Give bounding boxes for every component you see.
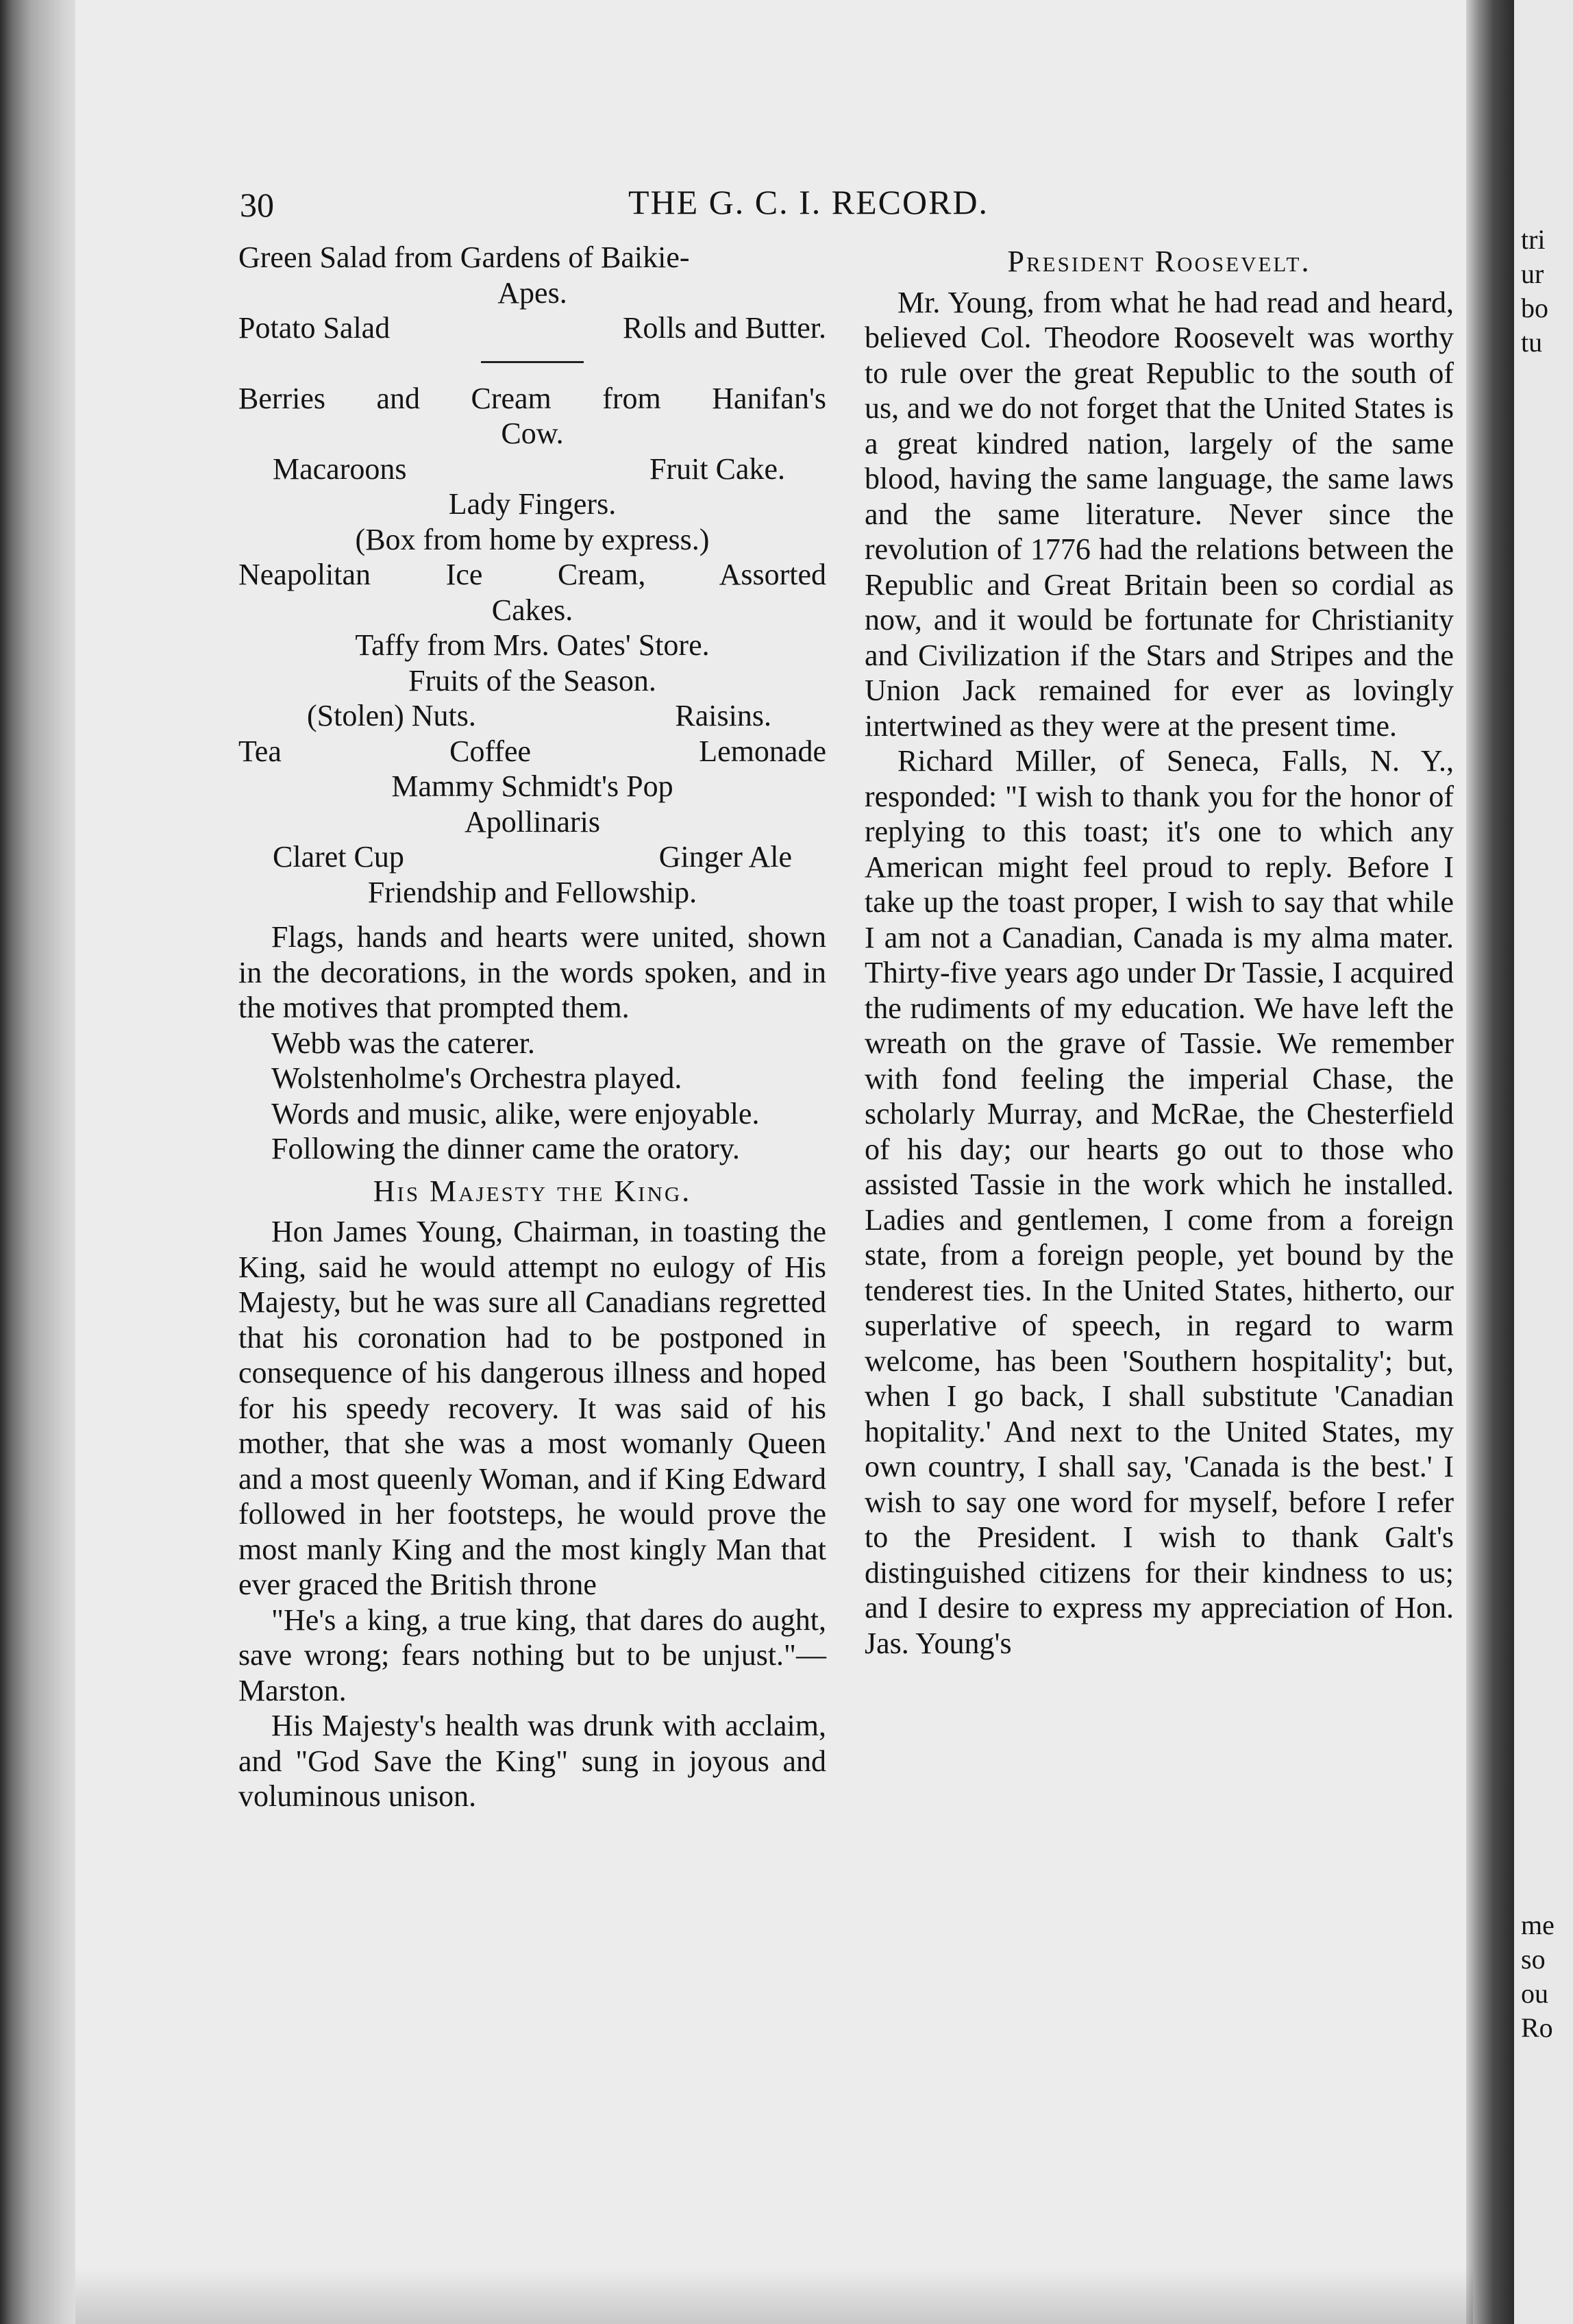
menu-item-ginger-ale: Ginger Ale bbox=[658, 840, 792, 874]
paragraph-webb: Webb was the caterer. bbox=[271, 1026, 535, 1060]
menu-item-mammy-pop: Mammy Schmidt's Pop bbox=[391, 769, 673, 803]
paragraph-young-roosevelt: Mr. Young, from what he had read and heard, believed Col. Theodore Roosevelt was worthy to rule over the great Republic to the south of us, and we do not forget that the United States is a great kindred nation, largely of the same blood, having the same language, the same laws and the same literature. Never since the revolution of 1776 had the relations between the Republic and Great Britain been so cordial as now, and it would be fortunate for Christianity and Civilization if the Stars and Stripes and the Union Jack remained for ever as lovingly intertwined as they were at the present time. bbox=[865, 285, 1454, 743]
menu-item-apollinaris: Apollinaris bbox=[465, 804, 600, 839]
menu-item-taffy: Taffy from Mrs. Oates' Store. bbox=[355, 628, 710, 662]
menu-item-lemonade: Lemonade bbox=[699, 734, 826, 768]
menu-item-macaroons: Macaroons bbox=[273, 452, 407, 486]
scan-left-edge bbox=[0, 0, 82, 2324]
right-column bbox=[865, 240, 1454, 1661]
paragraph-flags: Flags, hands and hearts were united, shown in the decorations, in the words spoken, and in the motives that prompted them. bbox=[238, 920, 826, 1024]
menu-row-macaroons-cake bbox=[238, 452, 826, 487]
menu-item-neapolitan-cont: Cakes. bbox=[491, 593, 573, 627]
page-header bbox=[164, 180, 1452, 227]
paragraph-orchestra: Wolstenholme's Orchestra played. bbox=[271, 1061, 682, 1095]
paragraph-miller-response: Richard Miller, of Seneca, Falls, N. Y., responded: "I wish to thank you for the honor of replying to this toast; it's one to which any American might feel proud to reply. Before I take up the toast proper, I wish to say that while I am not a Canadian, Canada is my alma mater. Thirty-five years ago under Dr Tassie, I acquired the rudiments of my education. We have left the wreath on the grave of Tassie. We remember with fond feeling the imperial Chase, the scholarly Murray, and McRae, the Chesterfield of his day; our hearts go out to those who assisted Tassie in the work which he installed. Ladies and gentlemen, I come from a foreign state, from a foreign people, yet bound by the tenderest ties. In the United States, hitherto, our superlative of speech, in regard to warm welcome, has been 'Southern hospitality'; but, when I go back, I shall substitute 'Canadian hopitality.' And next to the United States, my own country, I shall say, 'Canada is the best.' I wish to say one word for myself, before I refer to the President. I wish to thank Galt's distinguished citizens for their kindness to us; and I desire to express my appreciation of Hon. Jas. Young's bbox=[865, 744, 1454, 1660]
page-bottom-shadow bbox=[75, 2268, 1473, 2324]
menu-item-raisins: Raisins. bbox=[675, 699, 771, 732]
paragraph-words: Words and music, alike, were enjoyable. bbox=[271, 1096, 760, 1130]
paragraph-health: His Majesty's health was drunk with acclaim, and "God Save the King" sung in joyous and voluminous unison. bbox=[238, 1709, 826, 1813]
menu-item-stolen-nuts: (Stolen) Nuts. bbox=[307, 699, 476, 732]
menu-item-tea: Tea bbox=[238, 734, 282, 768]
adjacent-page-fragment-bottom: me so ou Ro bbox=[1521, 1909, 1555, 2043]
menu-item-berries: Berries and Cream from Hanifan's bbox=[238, 381, 826, 415]
menu-item-coffee: Coffee bbox=[449, 734, 532, 768]
page-number: 30 bbox=[240, 186, 274, 224]
paragraph-quote-marston: "He's a king, a true king, that dares do aught, save wrong; fears nothing but to be unjust."—Marston. bbox=[238, 1603, 826, 1707]
adjacent-page-edge bbox=[1514, 0, 1573, 2324]
menu-item-neapolitan: Neapolitan Ice Cream, Assorted bbox=[238, 558, 826, 591]
section-heading-president: President Roosevelt. bbox=[1007, 245, 1311, 278]
menu-item-box-from-home: (Box from home by express.) bbox=[355, 522, 710, 556]
menu-row-drinks bbox=[238, 734, 826, 769]
menu-item-claret-cup: Claret Cup bbox=[273, 840, 404, 874]
menu-divider bbox=[481, 361, 584, 363]
menu-item-fruits: Fruits of the Season. bbox=[408, 663, 656, 697]
running-title: THE G. C. I. RECORD. bbox=[628, 183, 989, 221]
paragraph-following: Following the dinner came the oratory. bbox=[271, 1132, 740, 1165]
menu-item-rolls-butter: Rolls and Butter. bbox=[623, 311, 826, 345]
menu-row-claret-ginger bbox=[238, 839, 826, 875]
paragraph-young-toast: Hon James Young, Chairman, in toasting the King, said he would attempt no eulogy of His Majesty, but he was sure all Canadians regretted that his coronation had to be postponed in consequence of his dangerous illness and hoped for his speedy recovery. It was said of his mother, that she was a most womanly Queen and a most queenly Woman, and if King Edward followed in her footsteps, he would prove the most manly King and the most kingly Man that ever graced the British throne bbox=[238, 1215, 826, 1601]
left-column bbox=[238, 240, 826, 1814]
menu-item-friendship: Friendship and Fellowship. bbox=[367, 875, 697, 909]
menu-item-berries-cont: Cow. bbox=[501, 417, 564, 450]
menu-item-green-salad-cont: Apes. bbox=[497, 275, 567, 310]
menu-item-lady-fingers: Lady Fingers. bbox=[448, 487, 617, 521]
menu-item-green-salad: Green Salad from Gardens of Baikie- bbox=[238, 240, 690, 274]
book-gutter bbox=[1466, 0, 1514, 2324]
menu-item-potato-salad: Potato Salad bbox=[238, 311, 391, 345]
menu-row-salad-rolls bbox=[238, 310, 826, 346]
menu-row-nuts-raisins bbox=[238, 698, 826, 734]
menu-item-fruit-cake: Fruit Cake. bbox=[649, 452, 785, 486]
section-heading-king: His Majesty the King. bbox=[373, 1174, 692, 1208]
adjacent-page-fragment-top: tri ur bo tu bbox=[1521, 224, 1548, 358]
